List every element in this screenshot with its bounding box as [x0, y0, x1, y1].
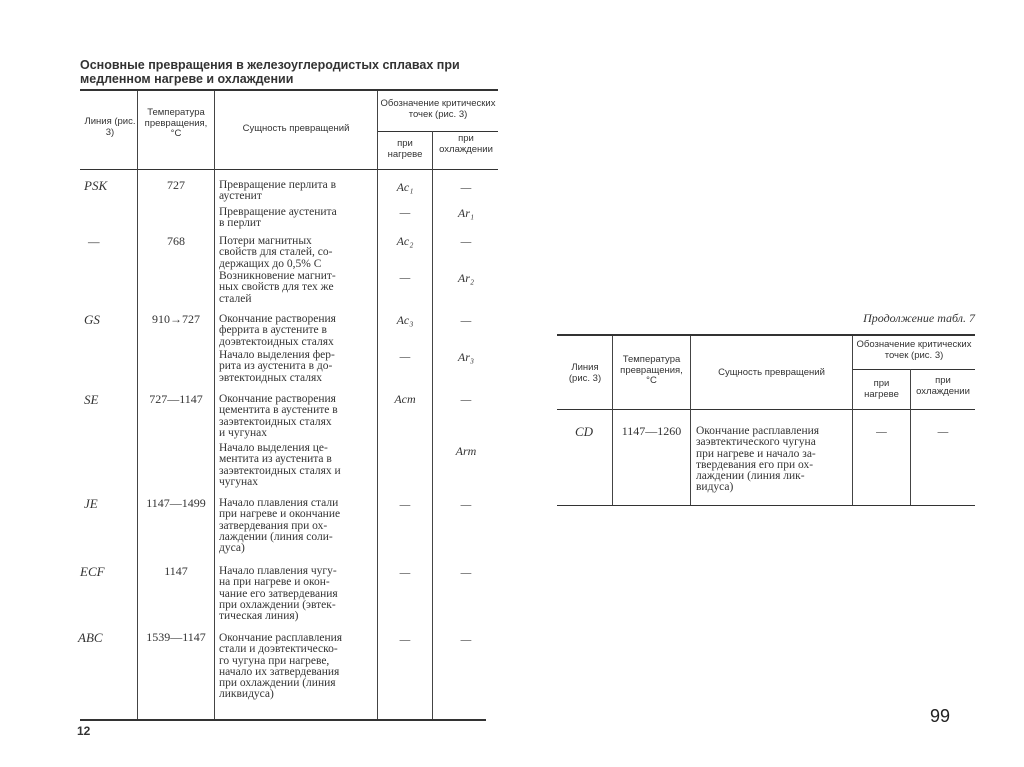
row-desc: Возникновение магнит- ных свойств для тех же сталей [219, 270, 336, 305]
row-desc: Превращение перлита в аустенит [219, 179, 337, 203]
row-heating: — [399, 270, 411, 284]
cont-row-desc: Окончание расплавления заэвтектического чугуна при нагреве и начало за- твердевания его при ох- лаждении (линия лик- видуса) [696, 425, 820, 494]
cont-header-essence: Сущность превращений [718, 367, 825, 378]
table-top-rule [80, 89, 498, 91]
row-cooling: Arm [455, 444, 477, 458]
header-critical: Обозначение критических точек (рис. 3) [380, 98, 496, 120]
table-header-rule [80, 169, 498, 170]
slide-number: 99 [930, 706, 951, 726]
row-heating: Acm [394, 392, 416, 406]
cont-header-cooling: при охлаждении [916, 375, 970, 397]
header-temp: Температура превращения, °C [144, 107, 208, 139]
col-divider-1 [137, 91, 138, 719]
cont-header-heating: при нагреве [864, 378, 899, 400]
row-line: SE [84, 392, 99, 407]
cont-bottom-rule [557, 505, 975, 506]
row-heating: — [399, 565, 411, 579]
header-heating: при нагреве [387, 138, 423, 160]
col-divider-3 [377, 91, 378, 719]
header-line: Линия (рис. 3) [84, 116, 136, 138]
page-number: 12 [77, 724, 91, 738]
critical-subheader-rule [377, 131, 498, 132]
cont-col-divider-1 [612, 336, 613, 505]
row-desc: Окончание расплавления стали и доэвтектическо- го чугуна при нагреве, начало их затвердевания при охлаждении (линия ликвидуса) [219, 632, 343, 701]
row-heating: — [399, 632, 411, 646]
col-divider-2 [214, 91, 215, 719]
row-temp: 727 [167, 178, 185, 192]
table-title: Основные превращения в железоуглеродистых сплавах при медленном нагреве и охлаждении [80, 58, 460, 86]
row-cooling: — [460, 180, 472, 194]
row-cooling: — [460, 392, 472, 406]
header-essence: Сущность превращений [242, 123, 350, 134]
row-line: ECF [80, 564, 105, 579]
row-line: PSK [84, 178, 108, 193]
row-desc: Начало плавления чугу- на при нагреве и окон- чание его затвердевания при охлаждении (эвтек- тическая линия) [219, 565, 338, 623]
row-desc: Начало выделения фер- рита из аустенита в до- эвтектоидных сталях [219, 349, 335, 384]
row-desc: Превращение аустенита в перлит [219, 206, 337, 230]
row-cooling: — [460, 313, 472, 327]
row-temp: 1147 [164, 564, 188, 578]
row-cooling: Ar₃ [457, 350, 475, 364]
row-cooling: — [460, 234, 472, 248]
cont-row-heating: — [876, 424, 887, 438]
cont-header-line: Линия (рис. 3) [568, 362, 602, 384]
cont-header-temp: Температура превращения, °C [620, 354, 683, 386]
row-heating: Ac₂ [396, 234, 414, 248]
cont-row-cooling: — [937, 424, 949, 438]
row-temp: 910→727 [152, 312, 200, 326]
cont-top-rule [557, 334, 975, 336]
cont-col-divider-2 [690, 336, 691, 505]
row-heating: — [399, 205, 411, 219]
row-cooling: — [460, 497, 472, 511]
header-cooling: при охлаждении [439, 133, 493, 155]
row-desc: Окончание растворения феррита в аустените в доэвтектоидных сталях [219, 313, 336, 348]
row-line: JE [84, 496, 98, 511]
cont-col-divider-3 [852, 336, 853, 505]
row-desc: Потери магнитных свойств для сталей, со- держащих до 0,5% C [219, 235, 333, 270]
row-temp: 1539—1147 [146, 630, 206, 644]
row-cooling: — [460, 565, 472, 579]
row-cooling: — [460, 632, 472, 646]
row-cooling: Ar₁ [457, 206, 475, 220]
row-line: GS [84, 312, 100, 327]
cont-header-rule [557, 409, 975, 410]
row-heating: — [399, 497, 411, 511]
cont-col-divider-4 [910, 369, 911, 505]
cont-row-line: CD [575, 424, 594, 439]
row-heating: — [399, 349, 411, 363]
table-bottom-rule [80, 719, 486, 721]
row-line: ABC [78, 630, 103, 645]
row-heating: Ac₁ [396, 180, 414, 194]
row-heating: Ac₃ [396, 313, 414, 327]
row-desc: Начало выделения це- ментита из аустенита в заэвтектоидных сталях и чугунах [219, 442, 341, 488]
cont-row-temp: 1147—1260 [621, 424, 682, 438]
cont-subheader-rule [852, 369, 975, 370]
row-temp: 727—1147 [149, 392, 203, 406]
row-desc: Начало плавления стали при нагреве и окончание затвердевания при ох- лаждении (линия соли- дуса) [219, 497, 341, 555]
col-divider-4 [432, 131, 433, 719]
row-cooling: Ar₂ [457, 271, 475, 285]
row-line: — [88, 234, 100, 249]
row-temp: 1147—1499 [146, 496, 206, 510]
row-desc: Окончание растворения цементита в аустените в заэвтектоидных сталях и чугунах [219, 393, 338, 439]
continuation-caption: Продолжение табл. 7 [863, 311, 975, 325]
row-temp: 768 [167, 234, 185, 248]
cont-header-critical: Обозначение критических точек (рис. 3) [856, 339, 972, 361]
